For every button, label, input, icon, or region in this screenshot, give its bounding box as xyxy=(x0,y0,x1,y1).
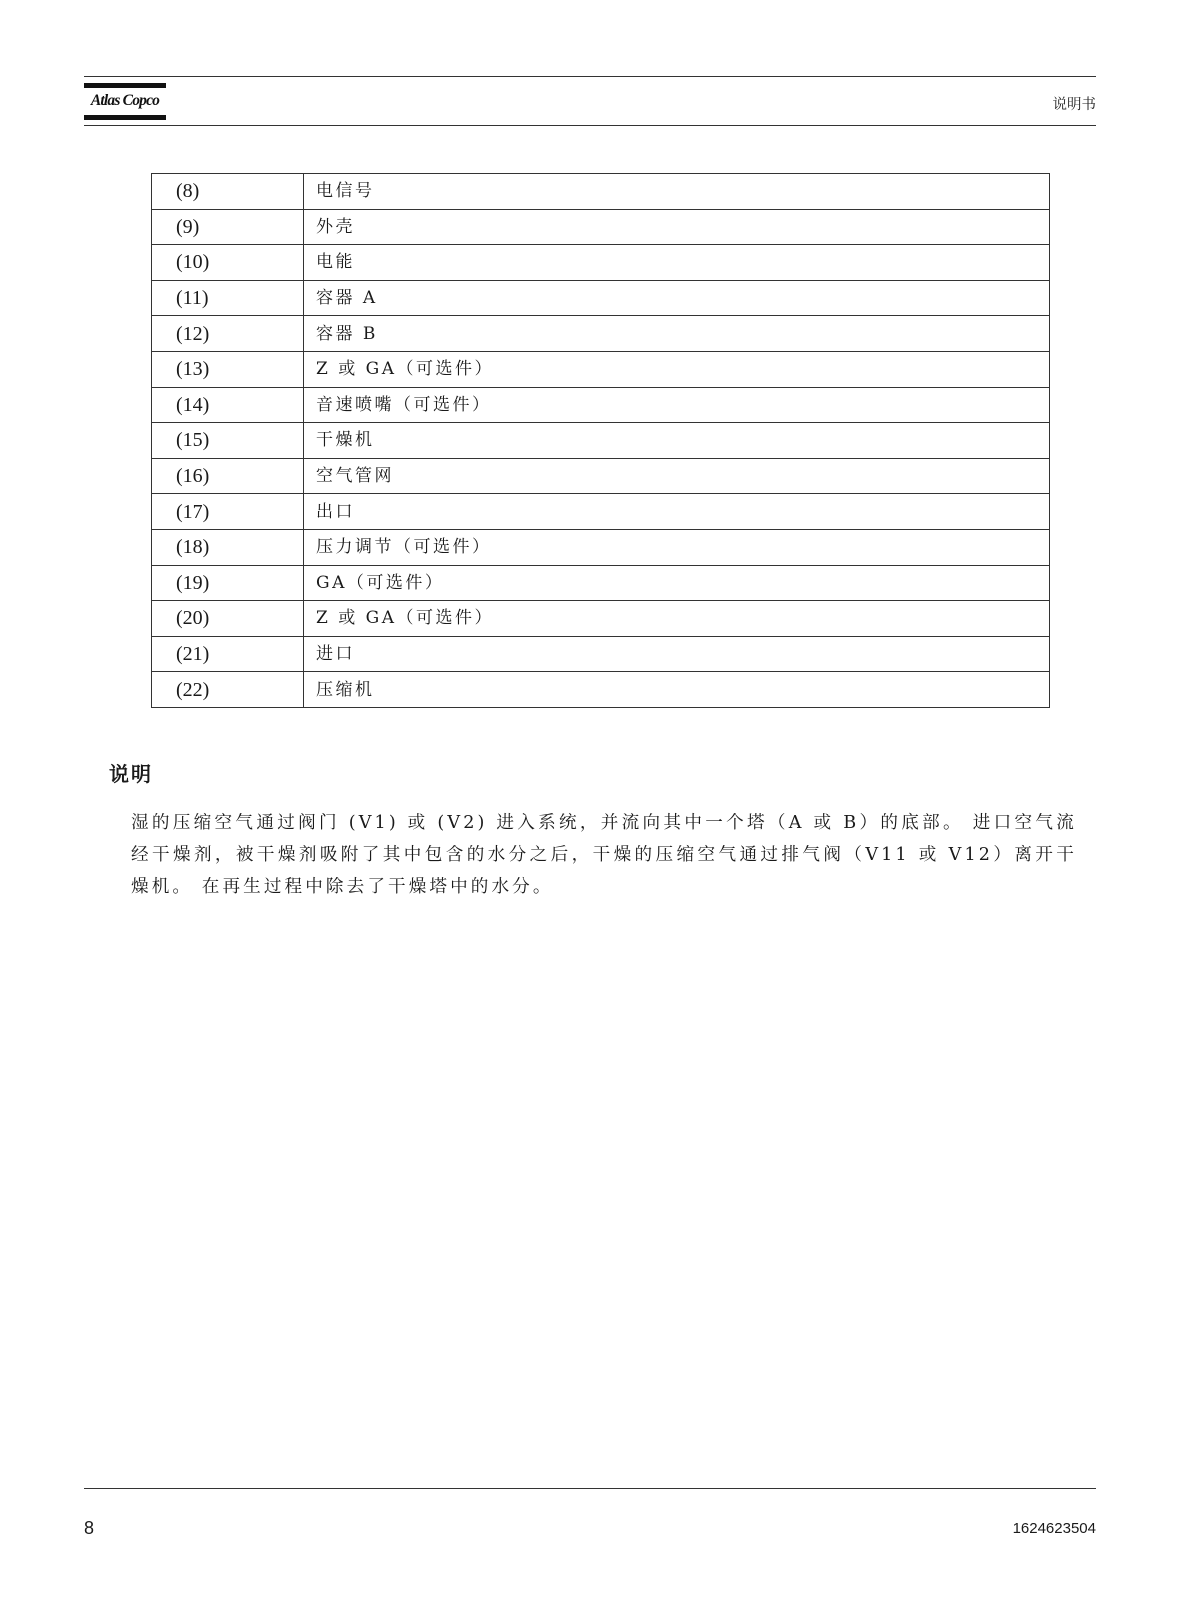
legend-row xyxy=(152,423,1050,459)
header-top-rule xyxy=(84,76,1096,77)
legend-table xyxy=(151,173,1050,708)
legend-number: (14) xyxy=(152,387,304,423)
legend-number: (10) xyxy=(152,245,304,281)
legend-number: (12) xyxy=(152,316,304,352)
legend-description: 电信号 xyxy=(304,174,1050,210)
legend-number: (15) xyxy=(152,423,304,459)
legend-row xyxy=(152,174,1050,210)
legend-description: Z 或 GA（可选件） xyxy=(304,351,1050,387)
legend-row xyxy=(152,245,1050,281)
legend-row xyxy=(152,316,1050,352)
header-bottom-rule xyxy=(84,125,1096,126)
page-number: 8 xyxy=(84,1518,95,1538)
legend-row xyxy=(152,529,1050,565)
header-title: 说明书 xyxy=(1052,97,1096,113)
legend-description: 容器 B xyxy=(304,316,1050,352)
logo-text: Atlas Copco xyxy=(90,92,160,109)
footer-rule xyxy=(84,1488,1096,1489)
legend-number: (17) xyxy=(152,494,304,530)
legend-number: (16) xyxy=(152,458,304,494)
legend-number: (13) xyxy=(152,351,304,387)
legend-description: 干燥机 xyxy=(304,423,1050,459)
document-number: 1624623504 xyxy=(1012,1520,1096,1537)
legend-row xyxy=(152,209,1050,245)
legend-number: (11) xyxy=(152,280,304,316)
logo-bar-top xyxy=(84,83,166,88)
logo-bar-bottom xyxy=(84,115,166,120)
legend-number: (19) xyxy=(152,565,304,601)
legend-row xyxy=(152,636,1050,672)
legend-description: 压缩机 xyxy=(304,672,1050,708)
legend-row xyxy=(152,565,1050,601)
atlas-copco-logo xyxy=(84,83,166,125)
legend-number: (9) xyxy=(152,209,304,245)
legend-number: (21) xyxy=(152,636,304,672)
legend-description: 容器 A xyxy=(304,280,1050,316)
legend-row xyxy=(152,458,1050,494)
legend-number: (20) xyxy=(152,601,304,637)
section-title: 说明 xyxy=(109,762,153,786)
legend-row xyxy=(152,672,1050,708)
legend-row xyxy=(152,280,1050,316)
legend-description: 电能 xyxy=(304,245,1050,281)
legend-description: 出口 xyxy=(304,494,1050,530)
legend-number: (8) xyxy=(152,174,304,210)
legend-description: 压力调节（可选件） xyxy=(304,529,1050,565)
legend-number: (18) xyxy=(152,529,304,565)
description-paragraph: 湿的压缩空气通过阀门 (V1) 或 (V2) 进入系统，并流向其中一个塔（A 或 B）的底部。 进口空气流经干燥剂，被干燥剂吸附了其中包含的水分之后，干燥的压缩空气通过排气阀（V11 或 V12）离开干燥机。 在再生过程中除去了干燥塔中的水分。 xyxy=(131,813,1077,897)
legend-description: 音速喷嘴（可选件） xyxy=(304,387,1050,423)
legend-description: 进口 xyxy=(304,636,1050,672)
legend-row xyxy=(152,351,1050,387)
legend-number: (22) xyxy=(152,672,304,708)
legend-description: 外壳 xyxy=(304,209,1050,245)
legend-description: GA（可选件） xyxy=(304,565,1050,601)
legend-row xyxy=(152,601,1050,637)
legend-description: 空气管网 xyxy=(304,458,1050,494)
legend-row xyxy=(152,387,1050,423)
legend-description: Z 或 GA（可选件） xyxy=(304,601,1050,637)
legend-row xyxy=(152,494,1050,530)
